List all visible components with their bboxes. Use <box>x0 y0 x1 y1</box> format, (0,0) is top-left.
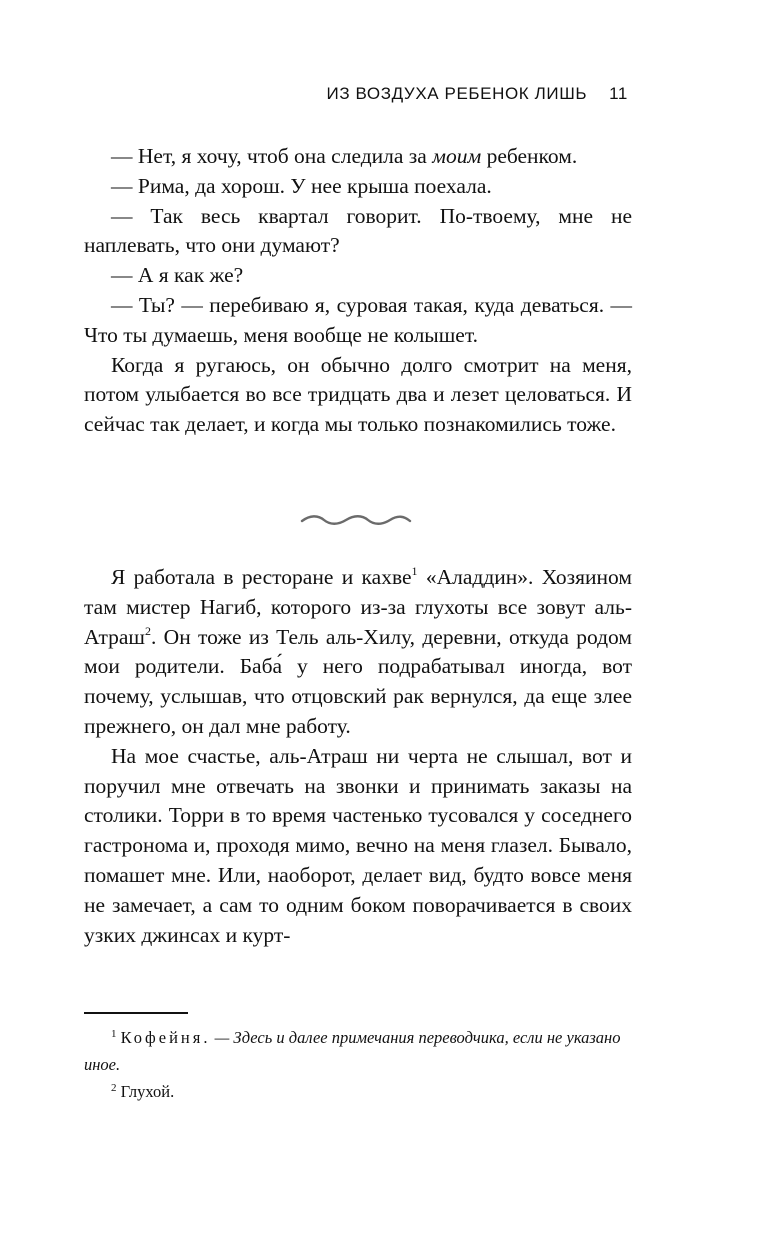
paragraph: — А я как же? <box>111 263 244 288</box>
running-header <box>327 84 628 104</box>
wave-ornament-icon <box>300 513 412 529</box>
footnote-number: 1 <box>111 1028 117 1040</box>
footnote-text: Глухой. <box>120 1082 175 1101</box>
footnote-text: — Здесь и далее примечания переводчика, если не указано иное. <box>84 1028 621 1074</box>
footnote-divider <box>84 1012 188 1014</box>
page-number: 11 <box>609 84 628 103</box>
running-title: ИЗ ВОЗДУХА РЕБЕНОК ЛИШЬ <box>326 84 588 103</box>
paragraph: — Ты? — перебиваю я, суровая такая, куда деваться. — Что ты думаешь, меня вообще не колышет. <box>84 292 632 347</box>
paragraph: Когда я ругаюсь, он обычно долго смотрит на меня, потом улыбается во все тридцать два и лезет целоваться. И сейчас так делает, и когда мы только познакомились тоже. <box>84 352 632 437</box>
footnote-ref-1[interactable]: 1 <box>411 564 418 578</box>
footnote-2 <box>84 1078 632 1105</box>
footnote-term: Кофейня. <box>120 1028 211 1047</box>
text-block-1 <box>84 142 632 440</box>
paragraph: — Нет, я хочу, чтоб она следила за моим ребенком. <box>111 144 578 168</box>
paragraph: — Рима, да хорош. У нее крыша поехала. <box>111 173 492 198</box>
paragraph: Я работала в ресторане и кахве$^1$ «Аладдин». Хозяином там мистер Нагиб, которого из-за глухоты все зовут аль-Атраш$^2$. Он тоже из Тель аль-Хилу, деревни, откуда родом мои родители. Баба́ у него подрабатывал иногда, вот почему, услышав, что отцовский рак вернулся, да еще злее прежнего, он дал мне работу. <box>84 564 632 738</box>
footnote-1 <box>84 1024 632 1078</box>
footnote-ref-2[interactable]: 2 <box>144 623 151 638</box>
paragraph: На мое счастье, аль-Атраш ни черта не слышал, вот и поручил мне отвечать на звонки и принимать заказы на столики. Торри в то время частенько тусовался у соседнего гастронома и, проходя мимо, вечно на меня глазел. Бывало, помашет мне. Или, наоборот, делает вид, будто вовсе меня не замечает, а сам то одним боком поворачивается в своих узких джинсах и курт- <box>84 743 632 947</box>
footnote-number: 2 <box>111 1082 117 1094</box>
emphasis: моим <box>432 144 482 168</box>
paragraph: — Так весь квартал говорит. По-твоему, мне не наплевать, что они думают? <box>84 203 632 258</box>
text-block-2 <box>84 563 632 950</box>
footnotes <box>84 1024 632 1105</box>
